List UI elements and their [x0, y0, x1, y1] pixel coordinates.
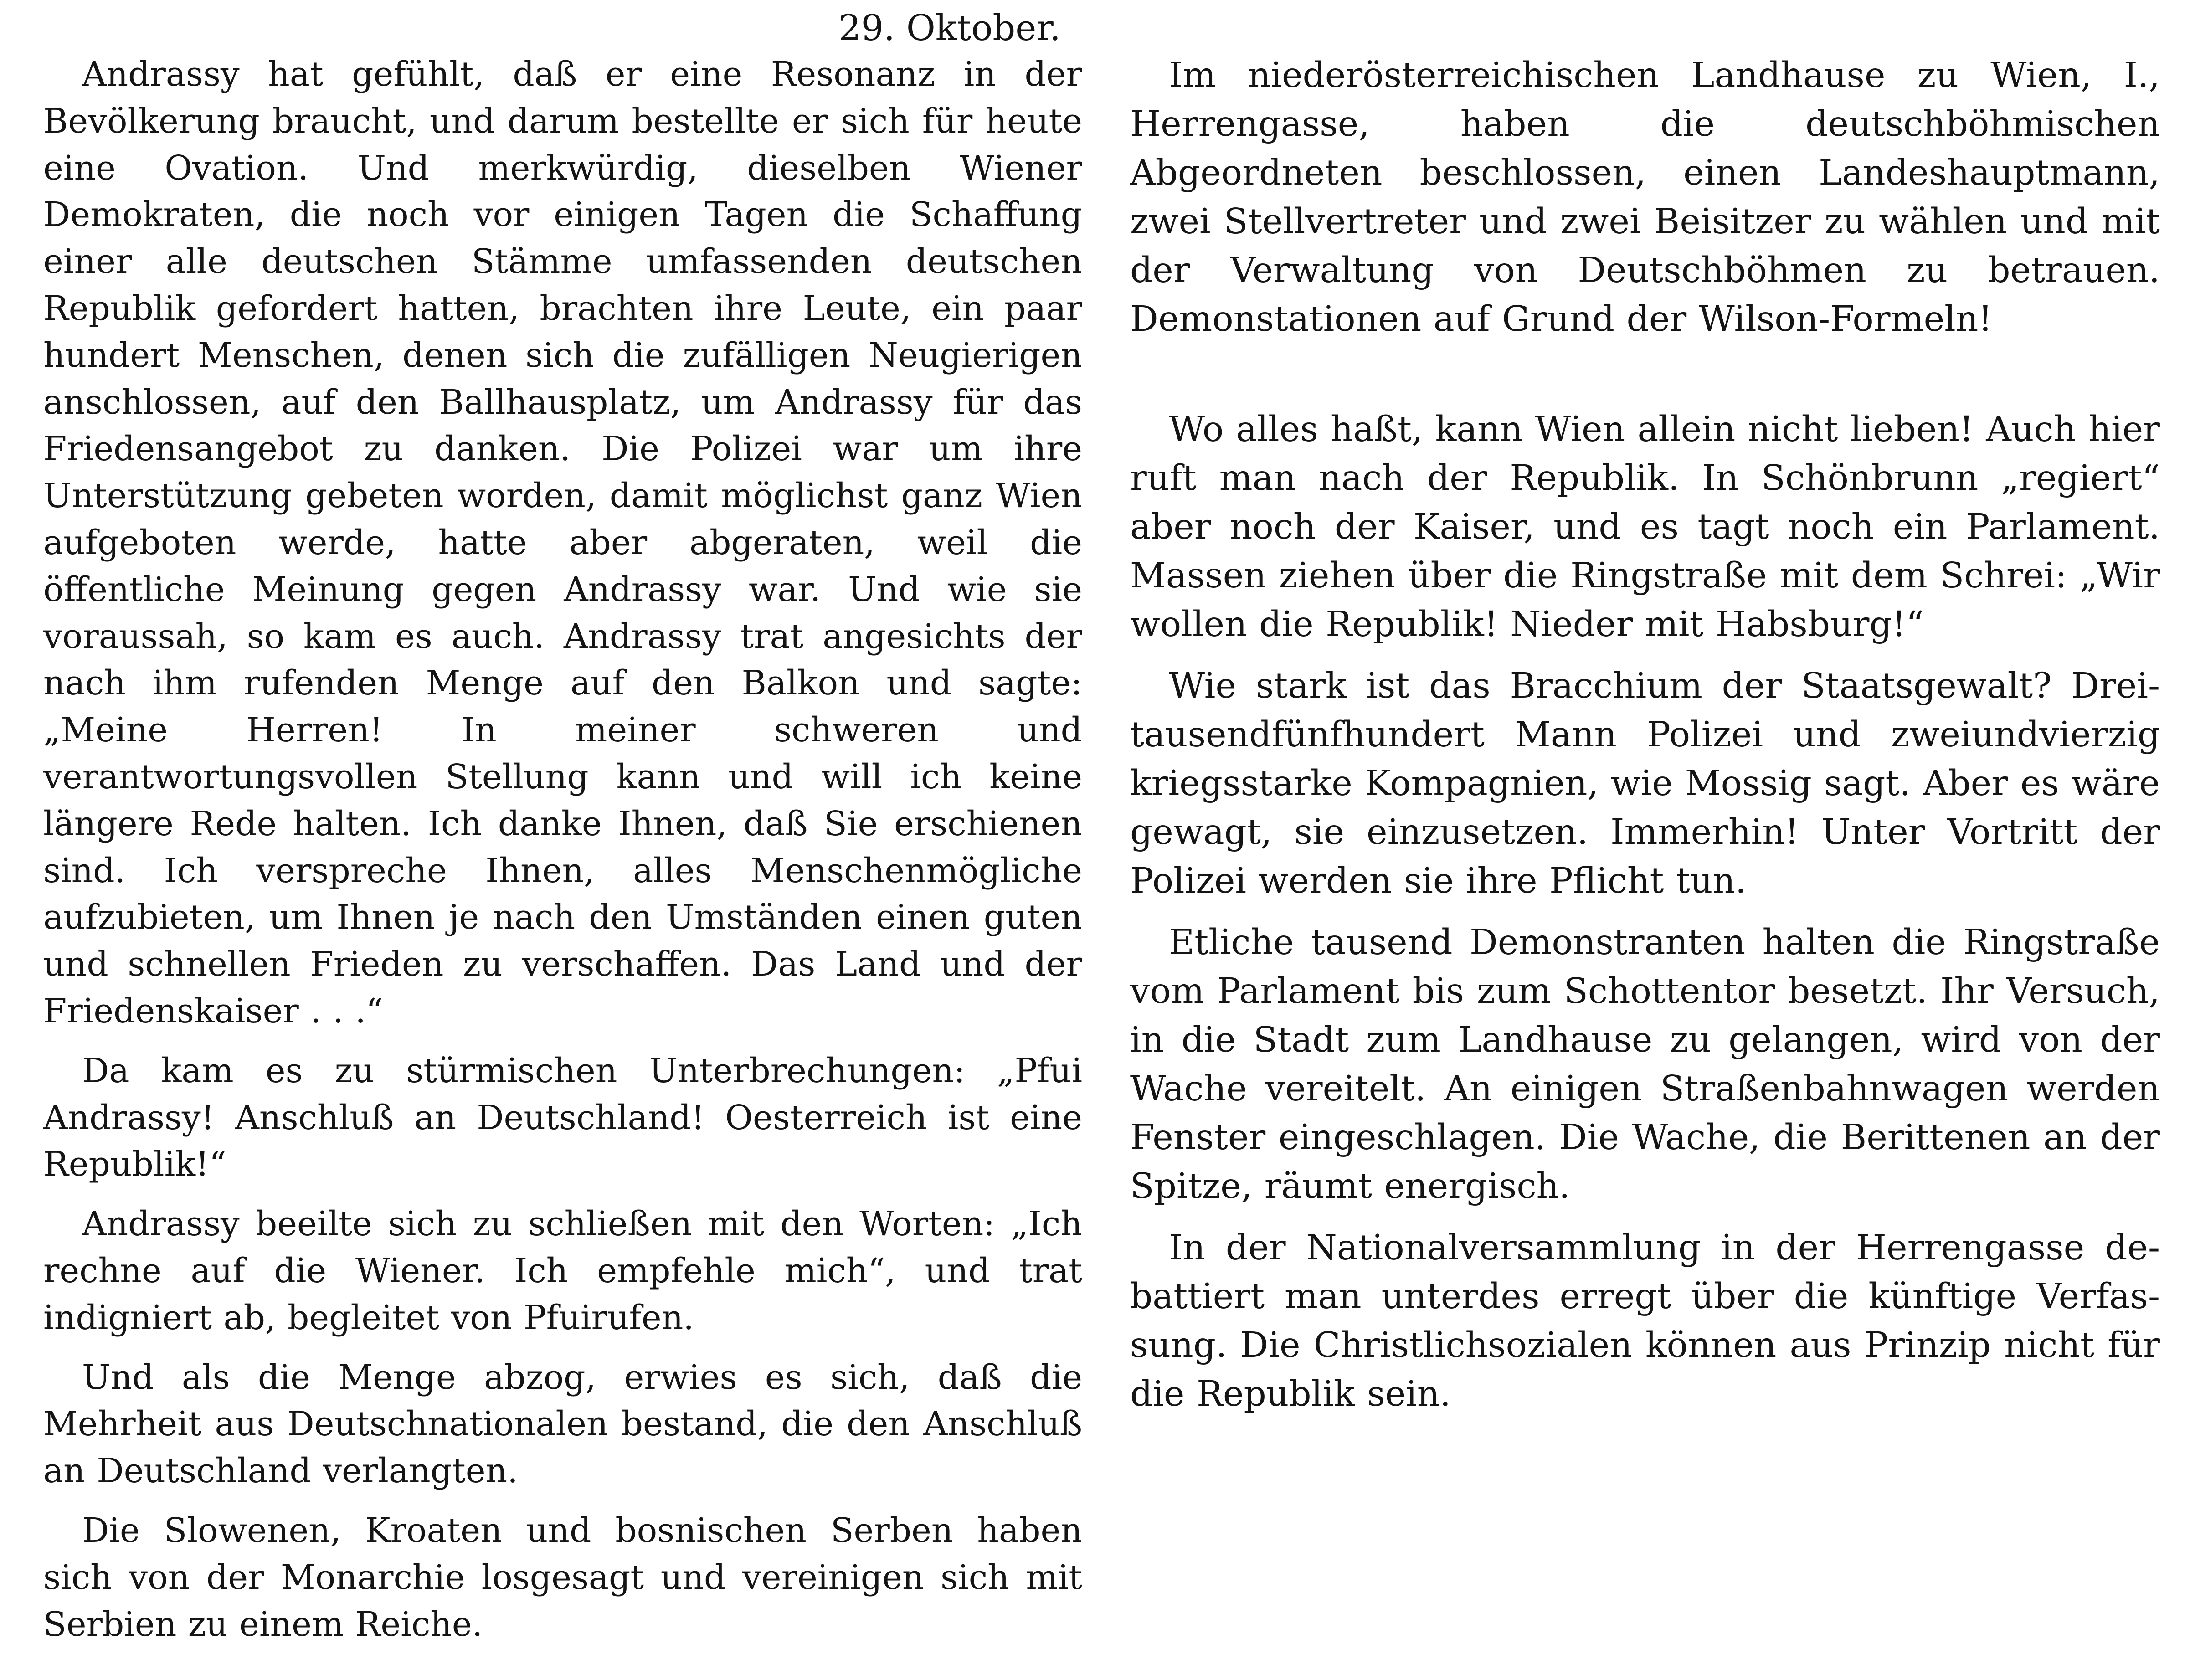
paragraph-crowd-majority: Und als die Menge abzog, erwies es sich, daß die Mehrheit aus Deutschnationalen bestand, die den Anschluß an Deutschland verlangten. [43, 1357, 1082, 1491]
page-date-heading: 29. Oktober. [838, 8, 1061, 49]
paragraph-south-slavs: Die Slowenen, Kroaten und bosnischen Serben haben sich von der Monarchie losgesagt und vereinigen sich mit Serbien zu einem Reiche. [43, 1510, 1082, 1644]
right-text-column [1130, 51, 2160, 1418]
paragraph-andrassy-ovation: Andrassy hat gefühlt, daß er eine Resonanz in der Bevölkerung braucht, und darum bestellte er sich für heute eine Ovation. Und merkwürdig, dieselben Wiener Demokraten, die noch vor einigen Tagen die Schaffung einer alle deutschen Stämme umfassenden deutschen Republik gefordert hatten, brachten ihre Leute, ein paar hundert Menschen, denen sich die zufälligen Neugierigen anschlossen, auf den Ballhausplatz, um Andrassy für das Friedensangebot zu danken. Die Polizei war um ihre Unterstützung gebeten worden, damit möglichst ganz Wien aufgeboten werde, hatte aber abgeraten, weil die öffentliche Meinung gegen Andrassy war. Und wie sie voraussah, so kam es auch. Andrassy trat angesichts der nach ihm rufenden Menge auf den Balkon und sagte: „Meine Herren! In meiner schweren und verantwortungsvollen Stellung kann und will ich keine längere Rede halten. Ich danke Ihnen, daß Sie erschienen sind. Ich verspreche Ihnen, alles Menschenmögliche aufzubieten, um Ihnen je nach den Umständen einen guten und schnellen Frieden zu verschaffen. Das Land und der Friedenskaiser . . .“ [43, 55, 1082, 1031]
paragraph-andrassy-exit: Andrassy beeilte sich zu schließen mit den Worten: „Ich rechne auf die Wiener. Ich empfehle mich“, und trat indigniert ab, begleitet von Pfuirufen. [43, 1204, 1082, 1337]
paragraph-state-power: Wie stark ist das Bracchium der Staatsgewalt? Dreitausendfünfhundert Mann Polizei und zweiundvierzig kriegsstarke Kompagnien, wie Mossig sagt. Aber es wäre gewagt, sie einzusetzen. Immerhin! Unter Vortritt der Polizei werden sie ihre Pflicht tun. [1130, 666, 2160, 901]
paragraph-landhaus: Im niederösterreichischen Landhause zu Wien, I., Herrengasse, haben die deutschböhmischen Abgeordneten beschlossen, einen Landeshauptmann, zwei Stellvertreter und zwei Beisitzer zu wählen und mit der Verwaltung von Deutschböhmen zu betrauen. Demonstationen auf Grund der Wilson-Formeln! [1130, 55, 2160, 339]
paragraph-national-assembly: In der Nationalversammlung in der Herrengasse debattiert man unterdes erregt über die künftige Verfassung. Die Christlichsozialen können aus Prinzip nicht für die Republik sein. [1130, 1228, 2160, 1414]
left-text-column [43, 51, 1082, 1648]
paragraph-interruptions: Da kam es zu stürmischen Unterbrechungen: „Pfui Andrassy! Anschluß an Deutschland! Oesterreich ist eine Republik!“ [43, 1051, 1082, 1184]
paragraph-demonstrators: Etliche tausend Demonstranten halten die Ringstraße vom Parlament bis zum Schottentor besetzt. Ihr Versuch, in die Stadt zum Landhause zu gelangen, wird von der Wache vereitelt. An einigen Straßenbahnwagen werden Fenster eingeschlagen. Die Wache, die Berittenen an der Spitze, räumt energisch. [1130, 922, 2160, 1207]
paragraph-republic-calls: Wo alles haßt, kann Wien allein nicht lieben! Auch hier ruft man nach der Republik. In Schönbrunn „regiert“ aber noch der Kaiser, und es tagt noch ein Parlament. Massen ziehen über die Ringstraße mit dem Schrei: „Wir wollen die Republik! Nieder mit Habsburg!“ [1130, 409, 2160, 645]
